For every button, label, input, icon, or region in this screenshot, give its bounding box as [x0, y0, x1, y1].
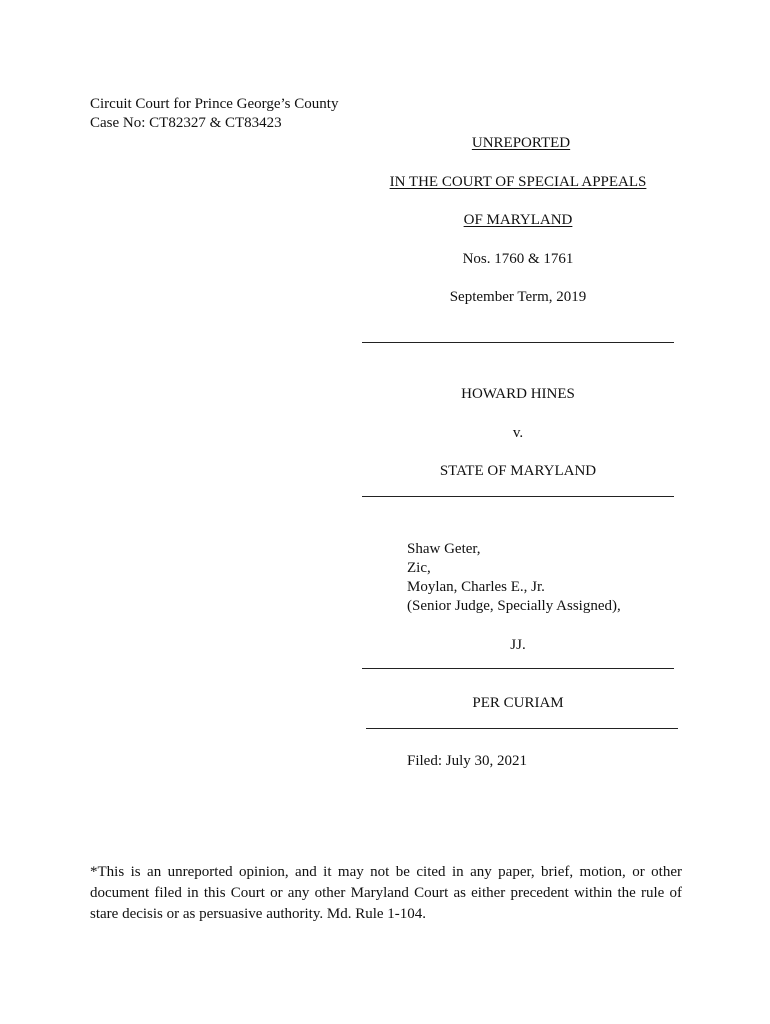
judges-suffix: JJ.	[510, 637, 526, 653]
court-heading	[362, 173, 674, 192]
status-heading	[365, 134, 677, 153]
case-number-line: Case No: CT82327 & CT83423	[90, 115, 282, 131]
appellee-name: STATE OF MARYLAND	[439, 463, 597, 479]
judge-1: Shaw Geter,	[407, 541, 481, 557]
unreported-footnote: *This is an unreported opinion, and it may not be cited in any paper, brief, motion, or other document filed in this Court or any other Maryland Court as either precedent within the rule of stare decisis or as persuasive authority. Md. Rule 1-104.	[90, 864, 682, 922]
divider-3	[362, 668, 674, 669]
judge-3: Moylan, Charles E., Jr.	[407, 579, 545, 595]
term: September Term, 2019	[449, 289, 587, 305]
judge-3-note: (Senior Judge, Specially Assigned),	[407, 598, 621, 614]
versus: v.	[512, 425, 524, 441]
state-heading	[362, 211, 674, 230]
divider-2	[362, 496, 674, 497]
circuit-court-line: Circuit Court for Prince George’s County	[90, 96, 339, 112]
case-numbers: Nos. 1760 & 1761	[462, 251, 574, 267]
state-text: OF MARYLAND	[463, 212, 573, 228]
filed-date: Filed: July 30, 2021	[407, 753, 528, 769]
divider-1	[362, 342, 674, 343]
court-text: IN THE COURT OF SPECIAL APPEALS	[389, 174, 647, 190]
divider-4	[366, 728, 678, 729]
status-text: UNREPORTED	[471, 135, 571, 151]
opinion-type: PER CURIAM	[472, 695, 564, 711]
appellant-name: HOWARD HINES	[461, 386, 575, 402]
judge-2: Zic,	[407, 560, 431, 576]
